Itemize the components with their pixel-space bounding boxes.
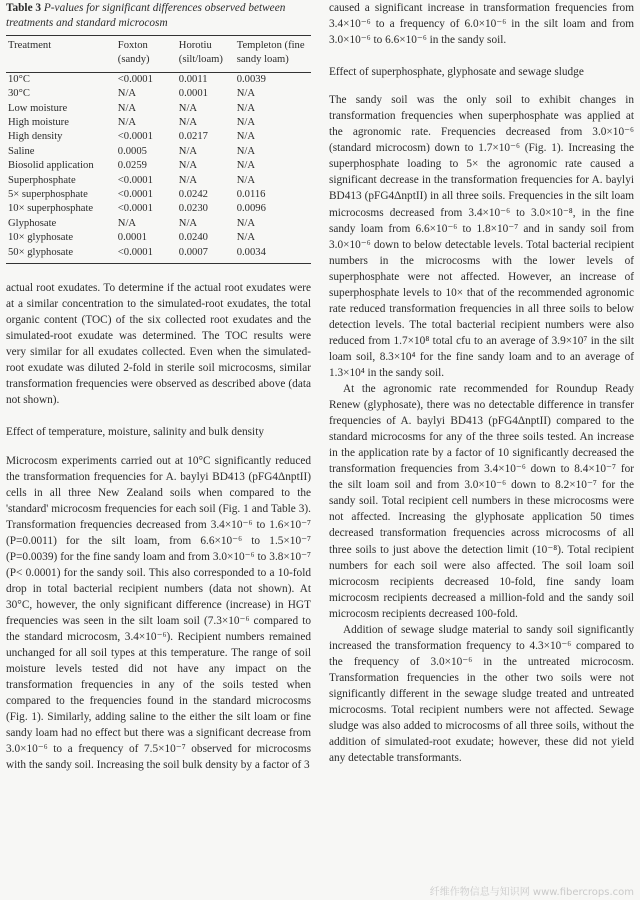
pvalue-cell: N/A bbox=[236, 145, 255, 157]
pvalue-cell: 0.0096 bbox=[236, 203, 266, 215]
section-heading-superphosphate: Effect of superphosphate, glyphosate and sewage sludge bbox=[329, 66, 584, 79]
pvalue-cell: <0.0001 bbox=[117, 174, 153, 186]
table-row bbox=[6, 130, 311, 144]
header-horotiu: Horotiu (silt/loam) bbox=[178, 40, 223, 66]
section-heading-temperature: Effect of temperature, moisture, salinity and bulk density bbox=[6, 426, 264, 439]
pvalue-cell: 0.0001 bbox=[117, 232, 147, 244]
treatment-cell: 30°C bbox=[8, 88, 30, 100]
pvalue-cell: <0.0001 bbox=[117, 203, 153, 215]
treatment-cell: 10°C bbox=[8, 73, 30, 85]
treatment-cell: Superphosphate bbox=[8, 174, 76, 186]
table-label: Table 3 bbox=[6, 2, 42, 14]
pvalue-table bbox=[6, 35, 311, 264]
table-caption bbox=[6, 1, 311, 31]
treatment-cell: Glyphosate bbox=[8, 217, 57, 229]
pvalue-cell: 0.0116 bbox=[236, 189, 266, 201]
table-row bbox=[6, 202, 311, 216]
table-caption-text: P-values for significant differences observed between treatments and standard microcosm bbox=[6, 2, 286, 29]
pvalue-cell: N/A bbox=[117, 102, 137, 114]
pvalue-cell: 0.0005 bbox=[117, 145, 147, 157]
pvalue-cell: N/A bbox=[178, 102, 198, 114]
pvalue-cell: <0.0001 bbox=[117, 189, 153, 201]
pvalue-cell: <0.0001 bbox=[117, 131, 153, 143]
pvalue-cell: 0.0242 bbox=[178, 189, 208, 201]
header-templeton: Templeton (fine sandy loam) bbox=[236, 40, 305, 66]
right-paragraph-bulk-density: caused a significant increase in transformation frequencies from 3.4×10⁻⁶ to a frequency of 6.0×10⁻⁶ in the silt loam and from 3.0×10⁻⁶ to 6.6×10⁻⁶ in the sandy soil. bbox=[329, 2, 634, 47]
table-row bbox=[6, 246, 311, 264]
table-row bbox=[6, 102, 311, 116]
table-row bbox=[6, 231, 311, 245]
pvalue-cell: N/A bbox=[117, 88, 137, 100]
pvalue-cell: N/A bbox=[236, 232, 255, 244]
header-foxton: Foxton (sandy) bbox=[117, 40, 150, 66]
table-row bbox=[6, 87, 311, 101]
table-row bbox=[6, 116, 311, 130]
left-column bbox=[6, 0, 311, 773]
right-column bbox=[329, 0, 634, 766]
left-paragraph-root-exudates: actual root exudates. To determine if the actual root exudates were at a similar concentration to the simulated-root exudates, the total organic content (TOC) of the six collected root exudates and the simulated-root exudate was determined. The TOC results were very similar for all exudates collected. Even when the simulated-root exudate was diluted 2-fold in sterile soil microcosms, similar transformation frequencies were observed as described above (data not shown). bbox=[6, 282, 311, 407]
header-treatment: Treatment bbox=[8, 40, 52, 51]
pvalue-cell: N/A bbox=[236, 160, 255, 172]
treatment-cell: Saline bbox=[8, 145, 35, 157]
table-row bbox=[6, 72, 311, 87]
pvalue-cell: N/A bbox=[178, 117, 198, 129]
table-row bbox=[6, 217, 311, 231]
table-row bbox=[6, 145, 311, 159]
treatment-cell: 5× superphosphate bbox=[8, 189, 88, 201]
table-row bbox=[6, 159, 311, 173]
right-paragraph-sewage: Addition of sewage sludge material to sandy soil significantly increased the transformation frequency to 4.3×10⁻⁶ compared to the frequency of 3.0×10⁻⁶ in the untreated microcosm. Transformation frequencies in the other two soils were not significantly different in the sewage sludge treated and untreated microcosms. Total recipient numbers were not affected. Sewage sludge was also added to microcosms of all three soils, without the addition of simulated-root exudate; however, these did not yield any detectable transformants. bbox=[329, 623, 634, 765]
pvalue-cell: N/A bbox=[117, 217, 137, 229]
right-paragraph-superphosphate: The sandy soil was the only soil to exhibit changes in transformation frequencies when superphosphate was applied at the agronomic rate. Frequencies decreased from 3.0×10⁻⁶ (standard microcosm) down to 1.7×10⁻⁶ (Fig. 1). Increasing the superphosphate loading to 5× the agronomic rate caused a significant decrease in the transformation frequencies for A. baylyi BD413 (pFG4ΔnptII) in all three soils. Frequencies in the silt loam microcosms decreased from 3.4×10⁻⁶ to 3.0×10⁻⁸, in the fine sandy loam from 6.6×10⁻⁶ to 1.8×10⁻⁷ and in sandy soil from 3.0×10⁻⁶ down to below detectable levels. Total bacterial recipient numbers in the microcosms with the lower levels of superphosphate were not affected. However, an increase of superphosphate levels to 10× that of the recommended agronomic rate reduced transformation frequencies in all three soils to below detection levels. The total bacterial recipient numbers were also reduced from 1.7×10⁸ total cfu to an average of 3.9×10⁷ in the silt loam soil, 8.3×10⁴ for the fine sandy loam and to an average of 1.3×10⁴ in the sandy soil. bbox=[329, 94, 634, 379]
pvalue-cell: 0.0007 bbox=[178, 246, 208, 258]
pvalue-cell: <0.0001 bbox=[117, 73, 153, 85]
pvalue-cell: 0.0217 bbox=[178, 131, 208, 143]
table-body bbox=[6, 72, 311, 263]
pvalue-cell: N/A bbox=[178, 217, 198, 229]
pvalue-cell: 0.0240 bbox=[178, 232, 208, 244]
treatment-cell: Biosolid application bbox=[8, 160, 94, 172]
pvalue-cell: N/A bbox=[178, 145, 198, 157]
pvalue-cell: 0.0039 bbox=[236, 73, 266, 85]
watermark: 纤维作物信息与知识网 www.fibercrops.com bbox=[429, 887, 634, 898]
pvalue-cell: N/A bbox=[236, 174, 255, 186]
left-paragraph-temperature: Microcosm experiments carried out at 10°C significantly reduced the transformation frequencies for A. baylyi BD413 (pFG4ΔnptII) cells in all three New Zealand soils when compared to the 'standard' microcosm frequencies for each soil (Fig. 1 and Table 3). Transformation frequencies decreased from 3.4×10⁻⁶ to 1.6×10⁻⁷ (P=0.0011) for the silt loam, from 6.6×10⁻⁶ to 1.5×10⁻⁷ (P=0.0039) for the fine sandy loam and from 3.0×10⁻⁶ to 3.8×10⁻⁷ (P< 0.0001) for the sandy soil. This also corresponded to a 10-fold drop in total bacterial recipient numbers (data not shown). At 30°C, however, the only significant difference (increase) in HGT frequencies was seen in the silt loam soil (7.3×10⁻⁶ compared to the standard microcosm, 3.4×10⁻⁶). Recipient numbers remained unchanged for all soil types at this temperature. The range of soil moisture levels tested did not have any impact on the transformation frequencies in any of the soils tested when compared to the frequencies found in the standard microcosms (Fig. 1). Similarly, adding saline to the either the silt loam or fine sandy loam had no effect but there was a significant decrease from 3.0×10⁻⁶ to a frequency of 7.5×10⁻⁷ observed for microcosms with the sandy soil. Increasing the soil bulk density by a factor of 3 bbox=[6, 454, 311, 772]
pvalue-cell: N/A bbox=[236, 131, 255, 143]
pvalue-cell: 0.0001 bbox=[178, 88, 208, 100]
pvalue-cell: N/A bbox=[236, 88, 255, 100]
treatment-cell: High moisture bbox=[8, 117, 69, 129]
pvalue-cell: N/A bbox=[178, 160, 198, 172]
pvalue-cell: N/A bbox=[236, 217, 255, 229]
pvalue-cell: 0.0034 bbox=[236, 246, 266, 258]
pvalue-cell: N/A bbox=[236, 117, 255, 129]
treatment-cell: Low moisture bbox=[8, 102, 68, 114]
right-paragraph-glyphosate: At the agronomic rate recommended for Roundup Ready Renew (glyphosate), there was no detectable difference in transfer frequencies of A. baylyi BD413 (pFG4ΔnptII) compared to the standard microcosms for any of the three soils tested. An increase in the application rate by a factor of 10 significantly decreased the transformation frequencies from 3.4×10⁻⁶ down to 8.4×10⁻⁷ for the silt loam soil and from 3.0×10⁻⁶ down to 8.2×10⁻⁷ for the sandy soil. Total recipient cell numbers in these microcosms were not affected. Increasing the glyphosate application 50 times decreased transformation frequencies across microcosms of all three soils to just above the detection limit (10⁻⁸). Total recipient numbers for each soil were also affected. The soil loam soil microcosm recipients decreased 10-fold, fine sandy loam microcosm recipients decreased a million-fold and the sandy soil microcosm recipients decreased 100-fold. bbox=[329, 383, 634, 620]
treatment-cell: 10× superphosphate bbox=[8, 203, 94, 215]
treatment-cell: 10× glyphosate bbox=[8, 232, 74, 244]
treatment-cell: 50× glyphosate bbox=[8, 246, 74, 258]
pvalue-cell: N/A bbox=[236, 102, 255, 114]
pvalue-cell: 0.0230 bbox=[178, 203, 208, 215]
table-row bbox=[6, 188, 311, 202]
table-header-row bbox=[6, 36, 311, 73]
pvalue-cell: N/A bbox=[117, 117, 137, 129]
pvalue-cell: N/A bbox=[178, 174, 198, 186]
pvalue-cell: <0.0001 bbox=[117, 246, 153, 258]
treatment-cell: High density bbox=[8, 131, 63, 143]
pvalue-cell: 0.0011 bbox=[178, 73, 208, 85]
table-row bbox=[6, 174, 311, 188]
pvalue-cell: 0.0259 bbox=[117, 160, 147, 172]
